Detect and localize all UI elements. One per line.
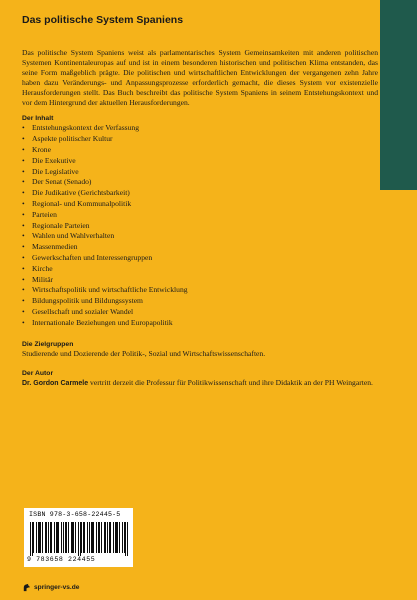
barcode-bar	[30, 522, 31, 556]
barcode-bar	[56, 522, 57, 553]
barcode-bar	[119, 522, 120, 553]
barcode-bar	[78, 522, 79, 556]
cover-text	[22, 14, 378, 389]
barcode-bar	[61, 522, 62, 553]
publisher-url: springer-vs.de	[34, 584, 80, 591]
barcode-bar	[105, 522, 106, 553]
barcode-bar	[92, 522, 93, 553]
barcode-bar	[33, 522, 34, 553]
barcode-bar	[116, 522, 117, 553]
barcode-bar	[68, 522, 69, 553]
contents-item: • Internationale Beziehungen und Europapolitik	[22, 318, 378, 329]
barcode-bar	[54, 522, 55, 553]
barcode-bar	[83, 522, 84, 553]
contents-item: • Kirche	[22, 264, 378, 275]
barcode-bar	[32, 522, 33, 556]
isbn-barcode	[24, 508, 133, 567]
contents-item: • Parteien	[22, 210, 378, 221]
barcode-bar	[57, 522, 58, 553]
contents-item: • Regional- und Kommunalpolitik	[22, 199, 378, 210]
barcode-bar	[124, 522, 125, 553]
barcode-bar	[104, 522, 105, 553]
barcode-bar	[51, 522, 52, 553]
barcode-bar	[72, 522, 73, 553]
barcode-bar	[50, 522, 51, 553]
contents-item: • Regionale Parteien	[22, 221, 378, 232]
barcode-bar	[125, 522, 126, 556]
barcode-bar	[58, 522, 59, 553]
contents-item: • Entstehungskontext der Verfassung	[22, 123, 378, 134]
audience-heading: Die Zielgruppen	[22, 340, 74, 348]
barcode-bar	[98, 522, 99, 553]
contents-list	[22, 123, 378, 328]
barcode-bar	[45, 522, 46, 553]
contents-heading: Der Inhalt	[22, 115, 54, 123]
barcode-bar	[93, 522, 94, 553]
barcode-bar	[110, 522, 111, 553]
contents-item: • Bildungspolitik und Bildungssystem	[22, 296, 378, 307]
barcode-bar	[107, 522, 108, 553]
audience-text: Studierende und Dozierende der Politik-, Sozial und Wirtschaftswissenschaften.	[22, 348, 266, 358]
barcode-bar	[63, 522, 64, 553]
contents-item: • Die Exekutive	[22, 156, 378, 167]
ean-digits: 9 783658 224455	[27, 556, 96, 563]
barcode-bar	[42, 522, 43, 553]
contents-item: • Gesellschaft und sozialer Wandel	[22, 307, 378, 318]
contents-item: • Wahlen und Wahlverhalten	[22, 231, 378, 242]
barcode-bar	[89, 522, 90, 553]
barcode-bar	[40, 522, 41, 553]
barcode-bar	[127, 522, 128, 556]
barcode-bar	[39, 522, 40, 553]
barcode-bar	[73, 522, 74, 553]
green-spine-stripe	[380, 0, 417, 190]
springer-horse-icon	[22, 583, 31, 592]
author-name: Dr. Gordon Carmele	[22, 380, 89, 388]
barcode-bar	[46, 522, 47, 553]
barcode-bar	[101, 522, 102, 553]
book-title: Das politische System Spaniens	[22, 14, 184, 26]
barcode-bar	[109, 522, 110, 553]
barcode-bar	[38, 522, 39, 553]
contents-item: • Der Senat (Senado)	[22, 177, 378, 188]
contents-item: • Die Judikative (Gerichtsbarkeit)	[22, 188, 378, 199]
contents-item: • Massenmedien	[22, 242, 378, 253]
barcode-bar	[80, 522, 81, 556]
contents-item: • Die Legislative	[22, 167, 378, 178]
contents-item: • Aspekte politischer Kultur	[22, 134, 378, 145]
publisher-footer	[22, 583, 79, 592]
barcode-bar	[96, 522, 97, 553]
barcode-bar	[66, 522, 67, 553]
book-description: Das politische System Spaniens weist als parlamentarisches System Gemeinsamkeiten mit anderen politischen Systemen Kontinentaleuropas auf und ist in einem besonderen historischen und politischen Klima entstanden, das seine Form maßgeblich prägte. Die politischen und wirtschaftlichen Entwicklungen der vergangenen zehn Jahre haben dazu Veränderungs- und Anpassungsprozesse erforderlich gemacht, die dieses System vor existenzielle Herausforderungen stellt. Das Buch beschreibt das politische System Spaniens in seinem Entstehungskontext und vor dem Hintergrund der aktuellen Herausforderungen.	[22, 48, 378, 107]
barcode-bar	[75, 522, 76, 553]
contents-item: • Militär	[22, 275, 378, 286]
author-bio	[22, 378, 378, 389]
barcode-bar	[71, 522, 72, 553]
barcode-bar	[99, 522, 100, 553]
barcode-bar	[81, 522, 82, 553]
barcode-bar	[113, 522, 114, 553]
contents-item: • Gewerkschaften und Interessengruppen	[22, 253, 378, 264]
contents-item: • Krone	[22, 145, 378, 156]
isbn-number: ISBN 978-3-658-22445-5	[29, 511, 121, 518]
author-text: vertritt derzeit die Professur für Politikwissenschaft und ihre Didaktik an der PH Weingarten.	[88, 378, 373, 388]
contents-item: • Wirtschaftspolitik und wirtschaftliche Entwicklung	[22, 285, 378, 296]
barcode-bars	[30, 522, 128, 556]
barcode-bar	[122, 522, 123, 553]
barcode-bar	[115, 522, 116, 553]
barcode-bar	[87, 522, 88, 553]
barcode-bar	[36, 522, 37, 553]
author-heading: Der Autor	[22, 370, 54, 378]
barcode-bar	[117, 522, 118, 553]
barcode-bar	[91, 522, 92, 553]
barcode-bar	[84, 522, 85, 553]
barcode-bar	[48, 522, 49, 553]
barcode-bar	[65, 522, 66, 553]
